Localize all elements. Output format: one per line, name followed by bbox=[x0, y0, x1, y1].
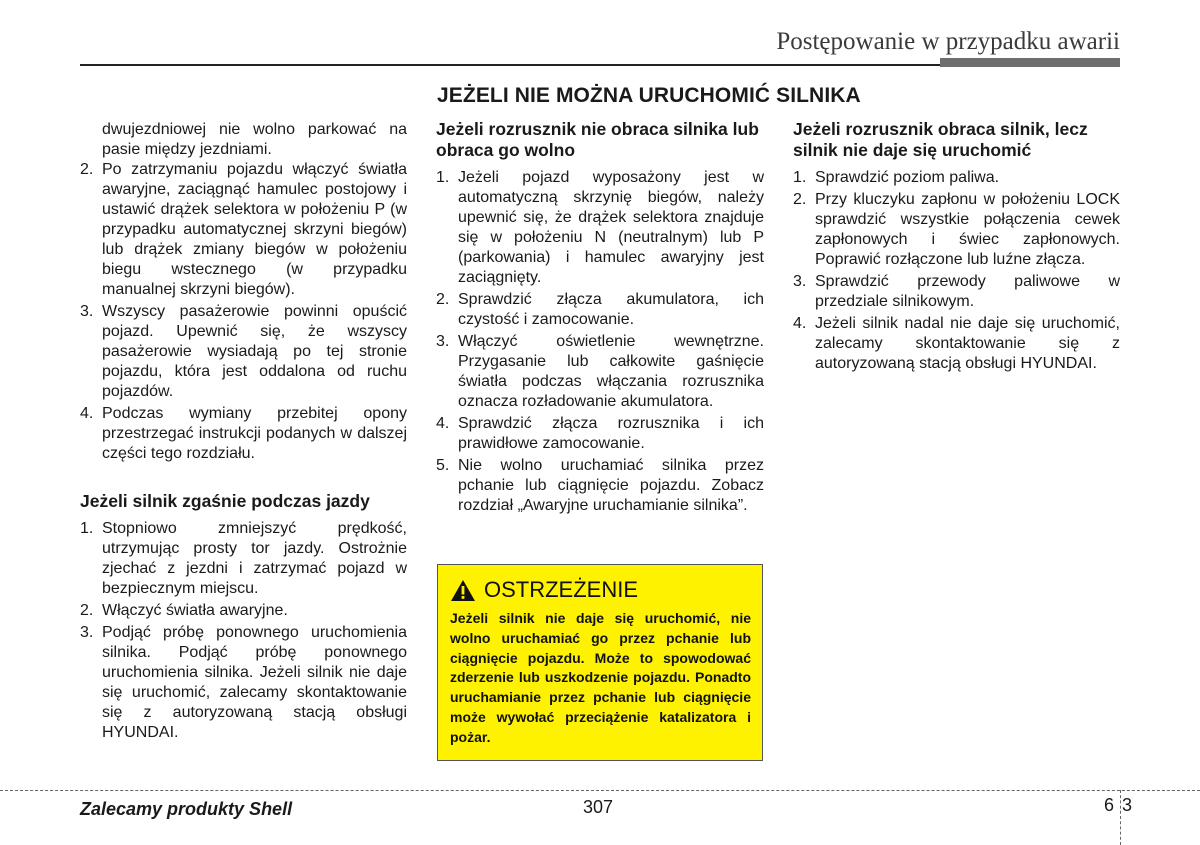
list-item bbox=[80, 302, 407, 402]
warning-body: Jeżeli silnik nie daje się uruchomić, nie wolno uruchamiać go przez pchanie lub ciągnięcie pojazdu. Może to spowodować zderzenie lub uszkodzenie pojazdu. Ponadto uruchamianie przez pchanie lub ciągnięcie może wywołać przeciążenie katalizatora i pożar. bbox=[450, 610, 751, 745]
list-item bbox=[793, 272, 1120, 312]
continuation-text: dwujezdniowej nie wolno parkować na pasie między jezdniami. bbox=[102, 121, 407, 158]
footer-slogan: Zalecamy produkty Shell bbox=[80, 799, 293, 819]
list-item bbox=[793, 314, 1120, 374]
list-item bbox=[80, 404, 407, 464]
list-number: 3. bbox=[80, 624, 94, 641]
warning-box bbox=[437, 564, 763, 761]
list-item bbox=[80, 519, 407, 599]
list-number: 1. bbox=[80, 520, 94, 537]
list-number: 2. bbox=[80, 161, 94, 178]
chapter-page-marker bbox=[1104, 795, 1134, 816]
running-header: Postępowanie w przypadku awarii bbox=[776, 28, 1120, 55]
warning-header bbox=[450, 577, 762, 603]
list-text: Wszyscy pasażerowie powinni opuścić pojazd. Upewnić się, że wszyscy pasażerowie wysiadają po tej stronie pojazdu, która jest oddalona od ruchu pojazdów. bbox=[102, 303, 407, 400]
list-number: 4. bbox=[793, 315, 807, 332]
list-text: Sprawdzić przewody paliwowe w przedziale silnikowym. bbox=[815, 273, 1120, 310]
list-number: 3. bbox=[436, 333, 450, 350]
list-text: Podczas wymiany przebitej opony przestrzegać instrukcji podanych w dalszej części tego rozdziału. bbox=[102, 405, 407, 462]
list-text: Po zatrzymaniu pojazdu włączyć światła awaryjne, zaciągnąć hamulec postojowy i ustawić drążek selektora w położeniu P (w przypadku automatycznej skrzyni biegów) lub drążek zmiany biegów w położeniu biegu wstecznego (w przypadku manualnej skrzyni biegów). bbox=[102, 161, 407, 298]
list-text: Podjąć próbę ponownego uruchomienia silnika. Podjąć próbę ponownego uruchomienia silnika. Jeżeli silnik nie daje się uruchomić, zalecamy skontaktowanie się z autoryzowaną stacją obsługi HYUNDAI. bbox=[102, 624, 407, 741]
list-number: 4. bbox=[436, 415, 450, 432]
list-item bbox=[80, 623, 407, 743]
list-text: Sprawdzić złącza rozrusznika i ich prawidłowe zamocowanie. bbox=[458, 415, 764, 452]
list-text: Stopniowo zmniejszyć prędkość, utrzymując prosty tor jazdy. Ostrożnie zjechać z jezdni i zatrzymać pojazd w bezpiecznym miejscu. bbox=[102, 520, 407, 597]
warning-title: OSTRZEŻENIE bbox=[484, 577, 639, 602]
steps-list-engine-stalls bbox=[80, 519, 407, 743]
list-item bbox=[80, 601, 407, 621]
list-number: 2. bbox=[80, 602, 94, 619]
list-number: 2. bbox=[793, 191, 807, 208]
section-title: JEŻELI NIE MOŻNA URUCHOMIĆ SILNIKA bbox=[437, 84, 861, 107]
steps-list-stop-vehicle bbox=[80, 160, 407, 464]
list-text: Jeżeli silnik nadal nie daje się uruchomić, zalecamy skontaktowanie się z autoryzowaną stacją obsługi HYUNDAI. bbox=[815, 315, 1120, 372]
list-number: 3. bbox=[80, 303, 94, 320]
steps-list-starter-turns-no-start bbox=[793, 168, 1120, 374]
footer-divider bbox=[0, 790, 1200, 791]
list-text: Sprawdzić poziom paliwa. bbox=[815, 169, 1000, 186]
chapter-page-number: 3 bbox=[1122, 795, 1135, 815]
subheading-starter-not-turning: Jeżeli rozrusznik nie obraca silnika lub obraca go wolno bbox=[436, 119, 759, 160]
list-item bbox=[436, 290, 764, 330]
column-1 bbox=[80, 120, 407, 745]
list-number: 1. bbox=[793, 169, 807, 186]
page-number: 307 bbox=[583, 797, 614, 817]
list-number: 4. bbox=[80, 405, 94, 422]
list-item bbox=[793, 168, 1120, 188]
steps-list-starter-not-turning bbox=[436, 168, 764, 516]
warning-triangle-icon bbox=[450, 579, 476, 602]
subheading-engine-stalls: Jeżeli silnik zgaśnie podczas jazdy bbox=[80, 491, 370, 511]
list-text: Nie wolno uruchamiać silnika przez pchanie lub ciągnięcie pojazdu. Zobacz rozdział „Awaryjne uruchamianie silnika”. bbox=[458, 457, 764, 514]
list-item bbox=[436, 332, 764, 412]
list-text: Sprawdzić złącza akumulatora, ich czystość i zamocowanie. bbox=[458, 291, 764, 328]
column-2 bbox=[436, 119, 764, 518]
list-number: 1. bbox=[436, 169, 450, 186]
list-number: 5. bbox=[436, 457, 450, 474]
list-text: Włączyć światła awaryjne. bbox=[102, 602, 288, 619]
list-item bbox=[436, 414, 764, 454]
chapter-number: 6 bbox=[1104, 795, 1117, 815]
list-item bbox=[436, 168, 764, 288]
header-accent-bar bbox=[940, 58, 1120, 67]
list-text: Włączyć oświetlenie wewnętrzne. Przygasanie lub całkowite gaśnięcie światła podczas włączania rozrusznika oznacza rozładowanie akumulatora. bbox=[458, 333, 764, 410]
column-3 bbox=[793, 119, 1120, 376]
list-item bbox=[793, 190, 1120, 270]
list-item bbox=[436, 456, 764, 516]
list-item bbox=[80, 160, 407, 300]
list-number: 2. bbox=[436, 291, 450, 308]
subheading-starter-turns-no-start: Jeżeli rozrusznik obraca silnik, lecz silnik nie daje się uruchomić bbox=[793, 119, 1088, 160]
list-number: 3. bbox=[793, 273, 807, 290]
list-text: Przy kluczyku zapłonu w położeniu LOCK sprawdzić wszystkie połączenia cewek zapłonowych i świec zapłonowych. Poprawić rozłączone lub luźne złącza. bbox=[815, 191, 1120, 268]
list-text: Jeżeli pojazd wyposażony jest w automatyczną skrzynię biegów, należy upewnić się, że drążek selektora znajduje się w położeniu N (neutralnym) lub P (parkowania) i hamulec awaryjny jest zaciągnięty. bbox=[458, 169, 764, 286]
